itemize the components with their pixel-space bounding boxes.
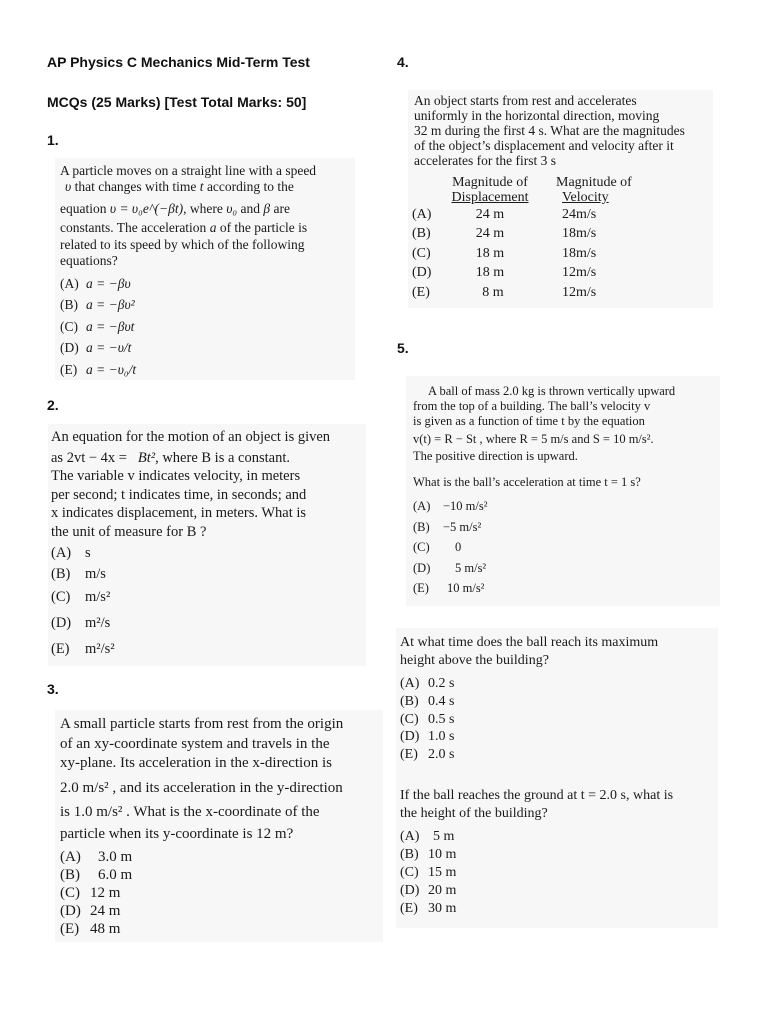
option-5-1c[interactable]: (C) 0 xyxy=(413,540,462,554)
question-3-number: 3. xyxy=(47,681,59,697)
option-5-2e[interactable]: (E) 2.0 s xyxy=(400,747,455,763)
option-1c[interactable]: (C) a = −βυt xyxy=(60,318,135,334)
question-1-number: 1. xyxy=(47,132,59,148)
part-1-question: What is the ball’s acceleration at time t = 1 s? xyxy=(413,475,641,489)
option-5-2a[interactable]: (A) 0.2 s xyxy=(400,676,455,691)
question-4-body: An object starts from rest and accelerates uniformly in the horizontal direction, moving 32 m during the first 4 s. What are the magnitudes of the object’s displacement and velocity after it accelerates for the first 3 s xyxy=(414,93,685,169)
question-2-body: An equation for the motion of an object is given as 2vt − 4x = Bt², where B is a constant. The variable v indicates velocity, in meters per second; t indicates time, in seconds; and x indicates displacement, in meters. What is the unit of measure for B ? (A) s (B) m/s (C) m/s² (D) m²/s (E) m²/s² xyxy=(51,428,371,664)
option-2e[interactable]: (E) m²/s² xyxy=(51,641,115,658)
question-1-line: A particle moves on a straight line with a speed xyxy=(60,163,317,178)
option-4a[interactable]: (A) 24 m 24m/s xyxy=(412,206,597,222)
option-5-3c[interactable]: (C) 15 m xyxy=(400,865,457,880)
question-4-number: 4. xyxy=(397,54,409,70)
speed-symbol: υ xyxy=(65,179,72,195)
col-header-displacement: Magnitude of Displacement xyxy=(451,175,529,205)
question-3-body: A small particle starts from rest from the origin of an xy-coordinate system and travels in the xy-plane. Its acceleration in the x-direction is 2.0 m/s² , and its acceleration in the y-direction is 1.0 m/s² . What is the x-coordinate of the particle when its y-coordinate is 12 m? (A) 3.0 m (B) 6.0 m (C) 12 m (D) 24 m (E) 48 m xyxy=(60,715,390,938)
question-1-options xyxy=(60,276,360,384)
option-4d[interactable]: (D) 18 m 12m/s xyxy=(412,265,597,281)
part-1-options xyxy=(413,496,723,599)
question-1-body: A particle moves on a straight line with a speed υ that changes with time t according to the equation υ = υ₀e^(−βt), where υ₀ and β are constants. The acceleration a of the particle is related to its speed by which of the following equations? (A) a = −βυ (B) a = −βυ² (C) a = −βυt (D) a = −υ/t (E) a = −υ₀/t xyxy=(60,163,360,383)
option-5-3e[interactable]: (E) 30 m xyxy=(400,901,457,916)
option-3c[interactable]: (C) 12 m xyxy=(60,885,121,901)
part-2-options xyxy=(400,675,720,764)
option-5-3a[interactable]: (A) 5 m xyxy=(400,829,455,844)
option-3a[interactable]: (A) 3.0 m xyxy=(60,849,133,865)
option-5-1e[interactable]: (E) 10 m/s² xyxy=(413,581,485,595)
option-4e[interactable]: (E) 8 m 12m/s xyxy=(412,284,597,300)
question-2-number: 2. xyxy=(47,397,59,413)
option-5-1b[interactable]: (B) −5 m/s² xyxy=(413,519,482,534)
question-5-number: 5. xyxy=(397,340,409,356)
option-5-3d[interactable]: (D) 20 m xyxy=(400,883,457,898)
option-2d[interactable]: (D) m²/s xyxy=(51,615,111,632)
page-title: AP Physics C Mechanics Mid-Term Test xyxy=(47,54,310,70)
option-5-1d[interactable]: (D) 5 m/s² xyxy=(413,560,487,575)
option-1a[interactable]: (A) a = −βυ xyxy=(60,275,131,291)
option-2b[interactable]: (B) m/s xyxy=(51,566,106,583)
option-5-1a[interactable]: (A) −10 m/s² xyxy=(413,499,488,513)
question-2-options xyxy=(51,544,371,664)
option-5-2b[interactable]: (B) 0.4 s xyxy=(400,693,455,709)
col-header-velocity: Magnitude of Velocity xyxy=(556,175,632,205)
part-3-options xyxy=(400,828,720,918)
option-3b[interactable]: (B) 6.0 m xyxy=(60,867,133,883)
question-3-options xyxy=(60,848,390,938)
question-5-part-3: If the ball reaches the ground at t = 2.0 s, what is the height of the building? (A) 5 m (B) 10 m (C) 15 m (D) 20 m (E) 30 m xyxy=(400,787,720,918)
option-1b[interactable]: (B) a = −βυ² xyxy=(60,297,135,313)
question-5-body: A ball of mass 2.0 kg is thrown vertically upward from the top of a building. The ball’s velocity v is given as a function of time t by the equation v(t) = R − St , where R = 5 m/s and S = 10 m/s². The positive direction is upward. What is the ball’s acceleration at time t = 1 s? (A) −10 m/s² (B) −5 m/s² (C) 0 (D) 5 m/s² (E) 10 m/s² xyxy=(413,384,723,599)
option-5-2c[interactable]: (C) 0.5 s xyxy=(400,711,455,727)
option-3d[interactable]: (D) 24 m xyxy=(60,903,121,919)
page-subtitle: MCQs (25 Marks) [Test Total Marks: 50] xyxy=(47,94,307,110)
equation: υ = υ₀e^(−βt) xyxy=(109,200,184,216)
option-5-3b[interactable]: (B) 10 m xyxy=(400,847,457,862)
question-5-part-2: At what time does the ball reach its maximum height above the building? (A) 0.2 s (B) 0.4 s (C) 0.5 s (D) 1.0 s (E) 2.0 s xyxy=(400,634,720,764)
option-4b[interactable]: (B) 24 m 18m/s xyxy=(412,226,597,242)
option-2a[interactable]: (A) s xyxy=(51,545,91,562)
option-2c[interactable]: (C) m/s² xyxy=(51,589,111,606)
option-1d[interactable]: (D) a = −υ/t xyxy=(60,340,132,356)
option-5-2d[interactable]: (D) 1.0 s xyxy=(400,729,455,745)
option-1e[interactable]: (E) a = −υ₀/t xyxy=(60,361,137,377)
option-4c[interactable]: (C) 18 m 18m/s xyxy=(412,245,597,261)
question-4-table xyxy=(408,175,656,303)
option-3e[interactable]: (E) 48 m xyxy=(60,921,121,937)
